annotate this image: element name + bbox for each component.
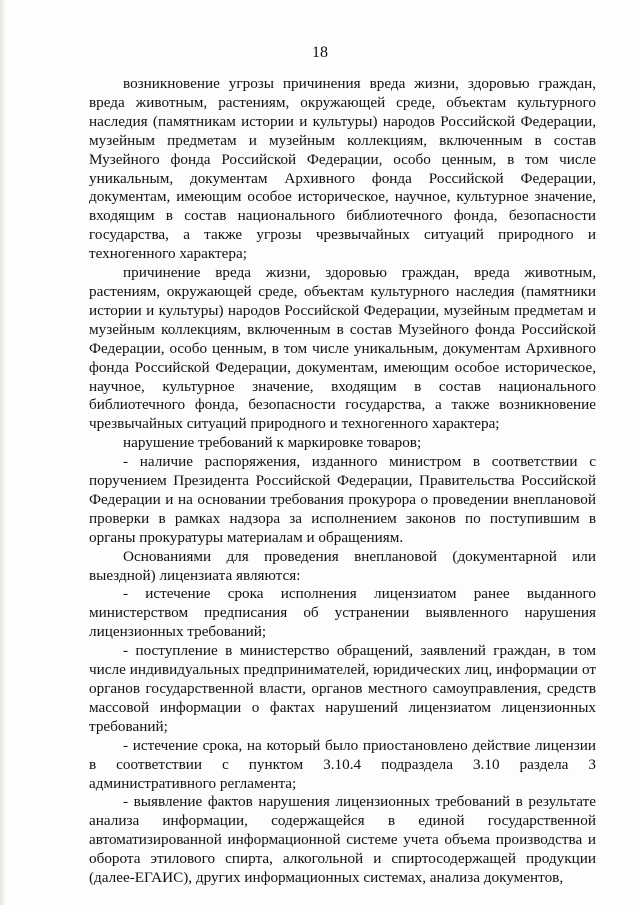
paragraph-grounds-heading: Основаниями для проведения внеплановой (документарной или выездной) лицензиата являются: bbox=[89, 547, 596, 584]
paragraph-labeling: нарушение требований к маркировке товаров; bbox=[123, 434, 422, 452]
paragraph-egais: - выявление фактов нарушения лицензионных требований в результате анализа информации, содержащейся в единой государственной автоматизированной информационной системе учета объема производства и оборота этилового спирта, алкогольной и спиртосодержащей продукции (далее-ЕГАИС), других информационных системах, анализа документов, bbox=[89, 793, 596, 887]
page-number: 18 bbox=[312, 44, 328, 61]
paragraph-harm: причинение вреда жизни, здоровью граждан, вреда животным, растениям, окружающей среде, объектам культурного наследия (памятники истории и культуры) народов Российской Федерации, музейным предметам и музейным коллекциям, включенным в состав Музейного фонда Российской Федерации, особо ценным, в том числе уникальным, документам Архивного фонда Российской Федерации, документам, имеющим особое историческое, научное, культурное значение, входящим в состав национального библиотечного фонда, безопасности государства, а также возникновение чрезвычайных ситуаций природного и техногенного характера; bbox=[89, 264, 596, 433]
paragraph-threat: возникновение угрозы причинения вреда жизни, здоровью граждан, вреда животным, растениям, окружающей среде, объектам культурного наследия (памятникам истории и культуры) народов Российской Федерации, музейным предметам и музейным коллекциям, включенным в состав Музейного фонда Российской Федерации, особо ценным, в том числе уникальным, документам Архивного фонда Российской Федерации, документам, имеющим особое историческое, научное, культурное значение, входящим в состав национального библиотечного фонда, безопасности государства, а также угрозы чрезвычайных ситуаций природного и техногенного характера; bbox=[89, 75, 596, 263]
paragraph-order: - наличие распоряжения, изданного министром в соответствии с поручением Президента Российской Федерации, Правительства Российской Федерации и на основании требования прокурора о проведении внеплановой проверки в рамках надзора за исполнением законов по поступившим в органы прокуратуры материалам и обращениям. bbox=[89, 453, 596, 546]
paragraph-appeals: - поступление в министерство обращений, заявлений граждан, в том числе индивидуальных предпринимателей, юридических лиц, информации от органов государственной власти, органов местного самоуправления, средств массовой информации о фактах нарушений лицензиатом лицензионных требований; bbox=[89, 642, 596, 735]
document-body bbox=[89, 75, 596, 888]
paragraph-suspension: - истечение срока, на который было приостановлено действие лицензии в соответствии с пунктом 3.10.4 подраздела 3.10 раздела 3 административного регламента; bbox=[89, 736, 596, 792]
paragraph-expiry-order: - истечение срока исполнения лицензиатом ранее выданного министерством предписания об устранении выявленного нарушения лицензионных требований; bbox=[89, 585, 596, 641]
